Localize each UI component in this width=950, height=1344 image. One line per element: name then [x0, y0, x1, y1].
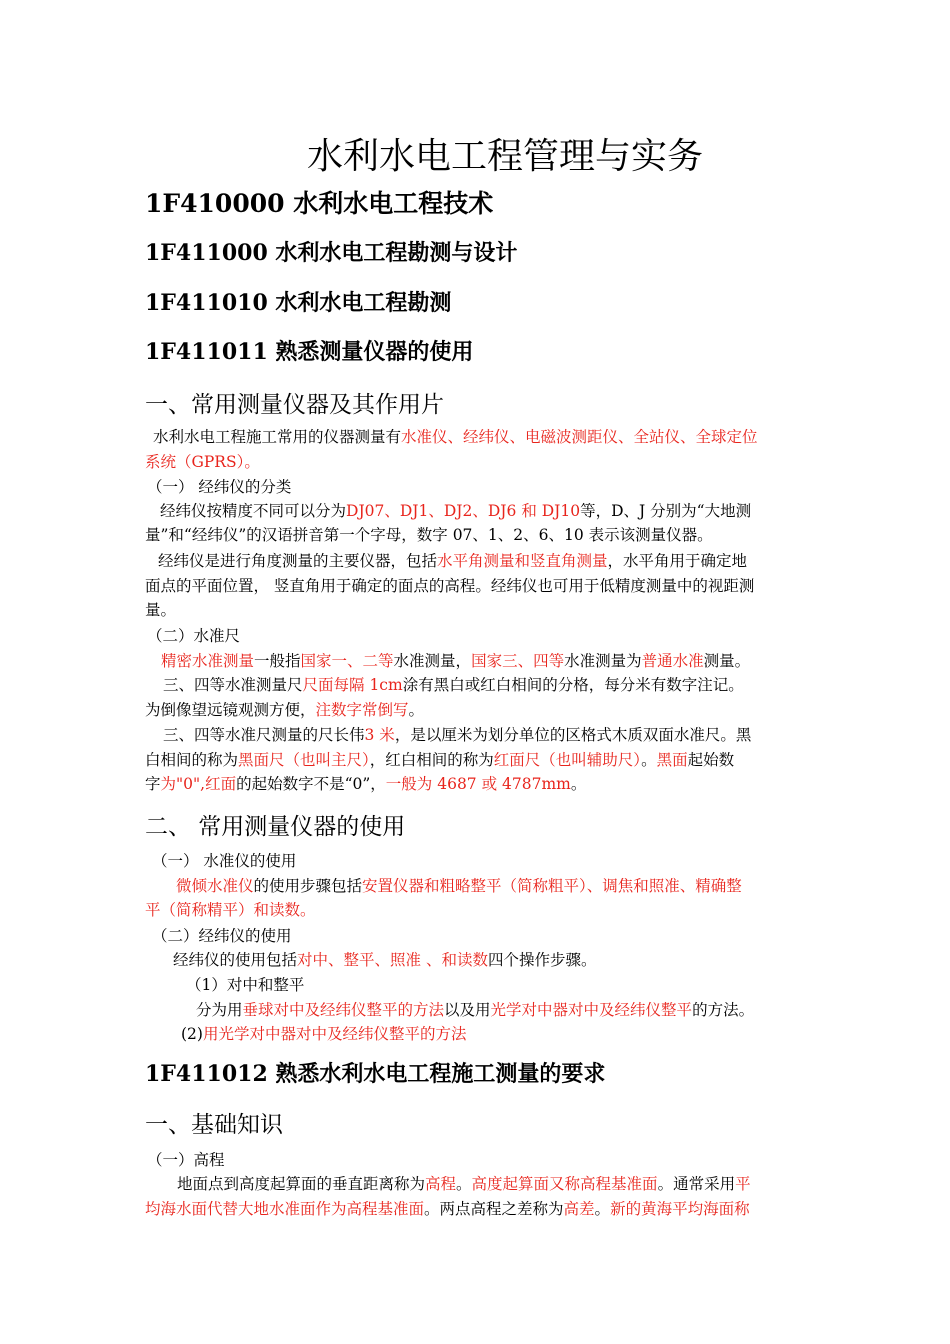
heading-1f411011: 1F411011 熟悉测量仪器的使用 [145, 339, 474, 365]
paragraph-line: 经纬仪是进行角度测量的主要仪器，包括水平角测量和竖直角测量，水平角用于确定地 [158, 552, 748, 570]
subheading: （一） 经纬仪的分类 [147, 478, 292, 496]
paragraph-line: 白相间的称为黑面尺（也叫主尺），红白相间的称为红面尺（也叫辅助尺）。黑面起始数 [145, 751, 735, 769]
section-heading-2: 二、 常用测量仪器的使用 [145, 814, 406, 840]
subheading: （1）对中和整平 [186, 976, 305, 994]
paragraph-line: 量”和“经纬仪”的汉语拼音第一个字母，数字 07、1、2、6、10 表示该测量仪器。 [145, 526, 713, 544]
paragraph-line: 三、四等水准测量尺尺面每隔 1cm涂有黑白或红白相间的分格，每分米有数字注记。 [163, 676, 744, 694]
heading-1f411010: 1F411010 水利水电工程勘测 [145, 290, 452, 316]
paragraph-line: 平（简称精平）和读数。 [145, 901, 316, 919]
heading-1f411000: 1F411000 水利水电工程勘测与设计 [145, 240, 518, 266]
heading-1f411012: 1F411012 熟悉水利水电工程施工测量的要求 [145, 1061, 606, 1087]
paragraph-line: 均海水面代替大地水准面作为高程基准面。两点高程之差称为高差。新的黄海平均海面称 [145, 1200, 750, 1218]
section-heading-3: 一、基础知识 [145, 1112, 283, 1138]
subheading: （一）高程 [147, 1151, 225, 1169]
paragraph-line: 精密水准测量一般指国家一、二等水准测量，国家三、四等水准测量为普通水准测量。 [161, 652, 751, 670]
subheading: （二）水准尺 [147, 627, 241, 645]
paragraph-line: 量。 [145, 601, 177, 619]
paragraph-line: 字为"0",红面的起始数字不是“0”，一般为 4687 或 4787mm。 [145, 775, 587, 793]
paragraph-line: 微倾水准仪的使用步骤包括安置仪器和粗略整平（简称粗平）、调焦和照准、精确整 [176, 877, 742, 895]
paragraph-line: 面点的平面位置， 竖直角用于确定的面点的高程。经纬仪也可用于低精度测量中的视距测 [145, 577, 755, 595]
paragraph-line: 为倒像望远镜观测方便，注数字常倒写。 [145, 701, 425, 719]
paragraph-line: 经纬仪的使用包括对中、整平、照准 、和读数四个操作步骤。 [173, 951, 597, 969]
paragraph-line: 水利水电工程施工常用的仪器测量有水准仪、经纬仪、电磁波测距仪、全站仪、全球定位 [153, 428, 758, 446]
paragraph-line: 地面点到高度起算面的垂直距离称为高程。高度起算面又称高程基准面。通常采用平 [177, 1175, 751, 1193]
paragraph-line: (2)用光学对中器对中及经纬仪整平的方法 [181, 1025, 467, 1043]
subheading: （一） 水准仪的使用 [152, 852, 297, 870]
section-heading-1: 一、常用测量仪器及其作用片 [145, 392, 444, 418]
paragraph-line: 经纬仪按精度不同可以分为DJ07、DJ1、DJ2、DJ6 和 DJ10等，D、J 分别为“大地测 [160, 502, 752, 520]
paragraph-line: 分为用垂球对中及经纬仪整平的方法以及用光学对中器对中及经纬仪整平的方法。 [196, 1001, 755, 1019]
paragraph-line: 系统（GPRS）。 [145, 453, 260, 471]
heading-1f410000: 1F410000 水利水电工程技术 [145, 189, 494, 218]
doc-title: 水利水电工程管理与实务 [306, 136, 703, 177]
paragraph-line: 三、四等水准尺测量的尺长伟3 米，是以厘米为划分单位的区格式木质双面水准尺。黑 [163, 726, 752, 744]
subheading: （二）经纬仪的使用 [152, 927, 292, 945]
